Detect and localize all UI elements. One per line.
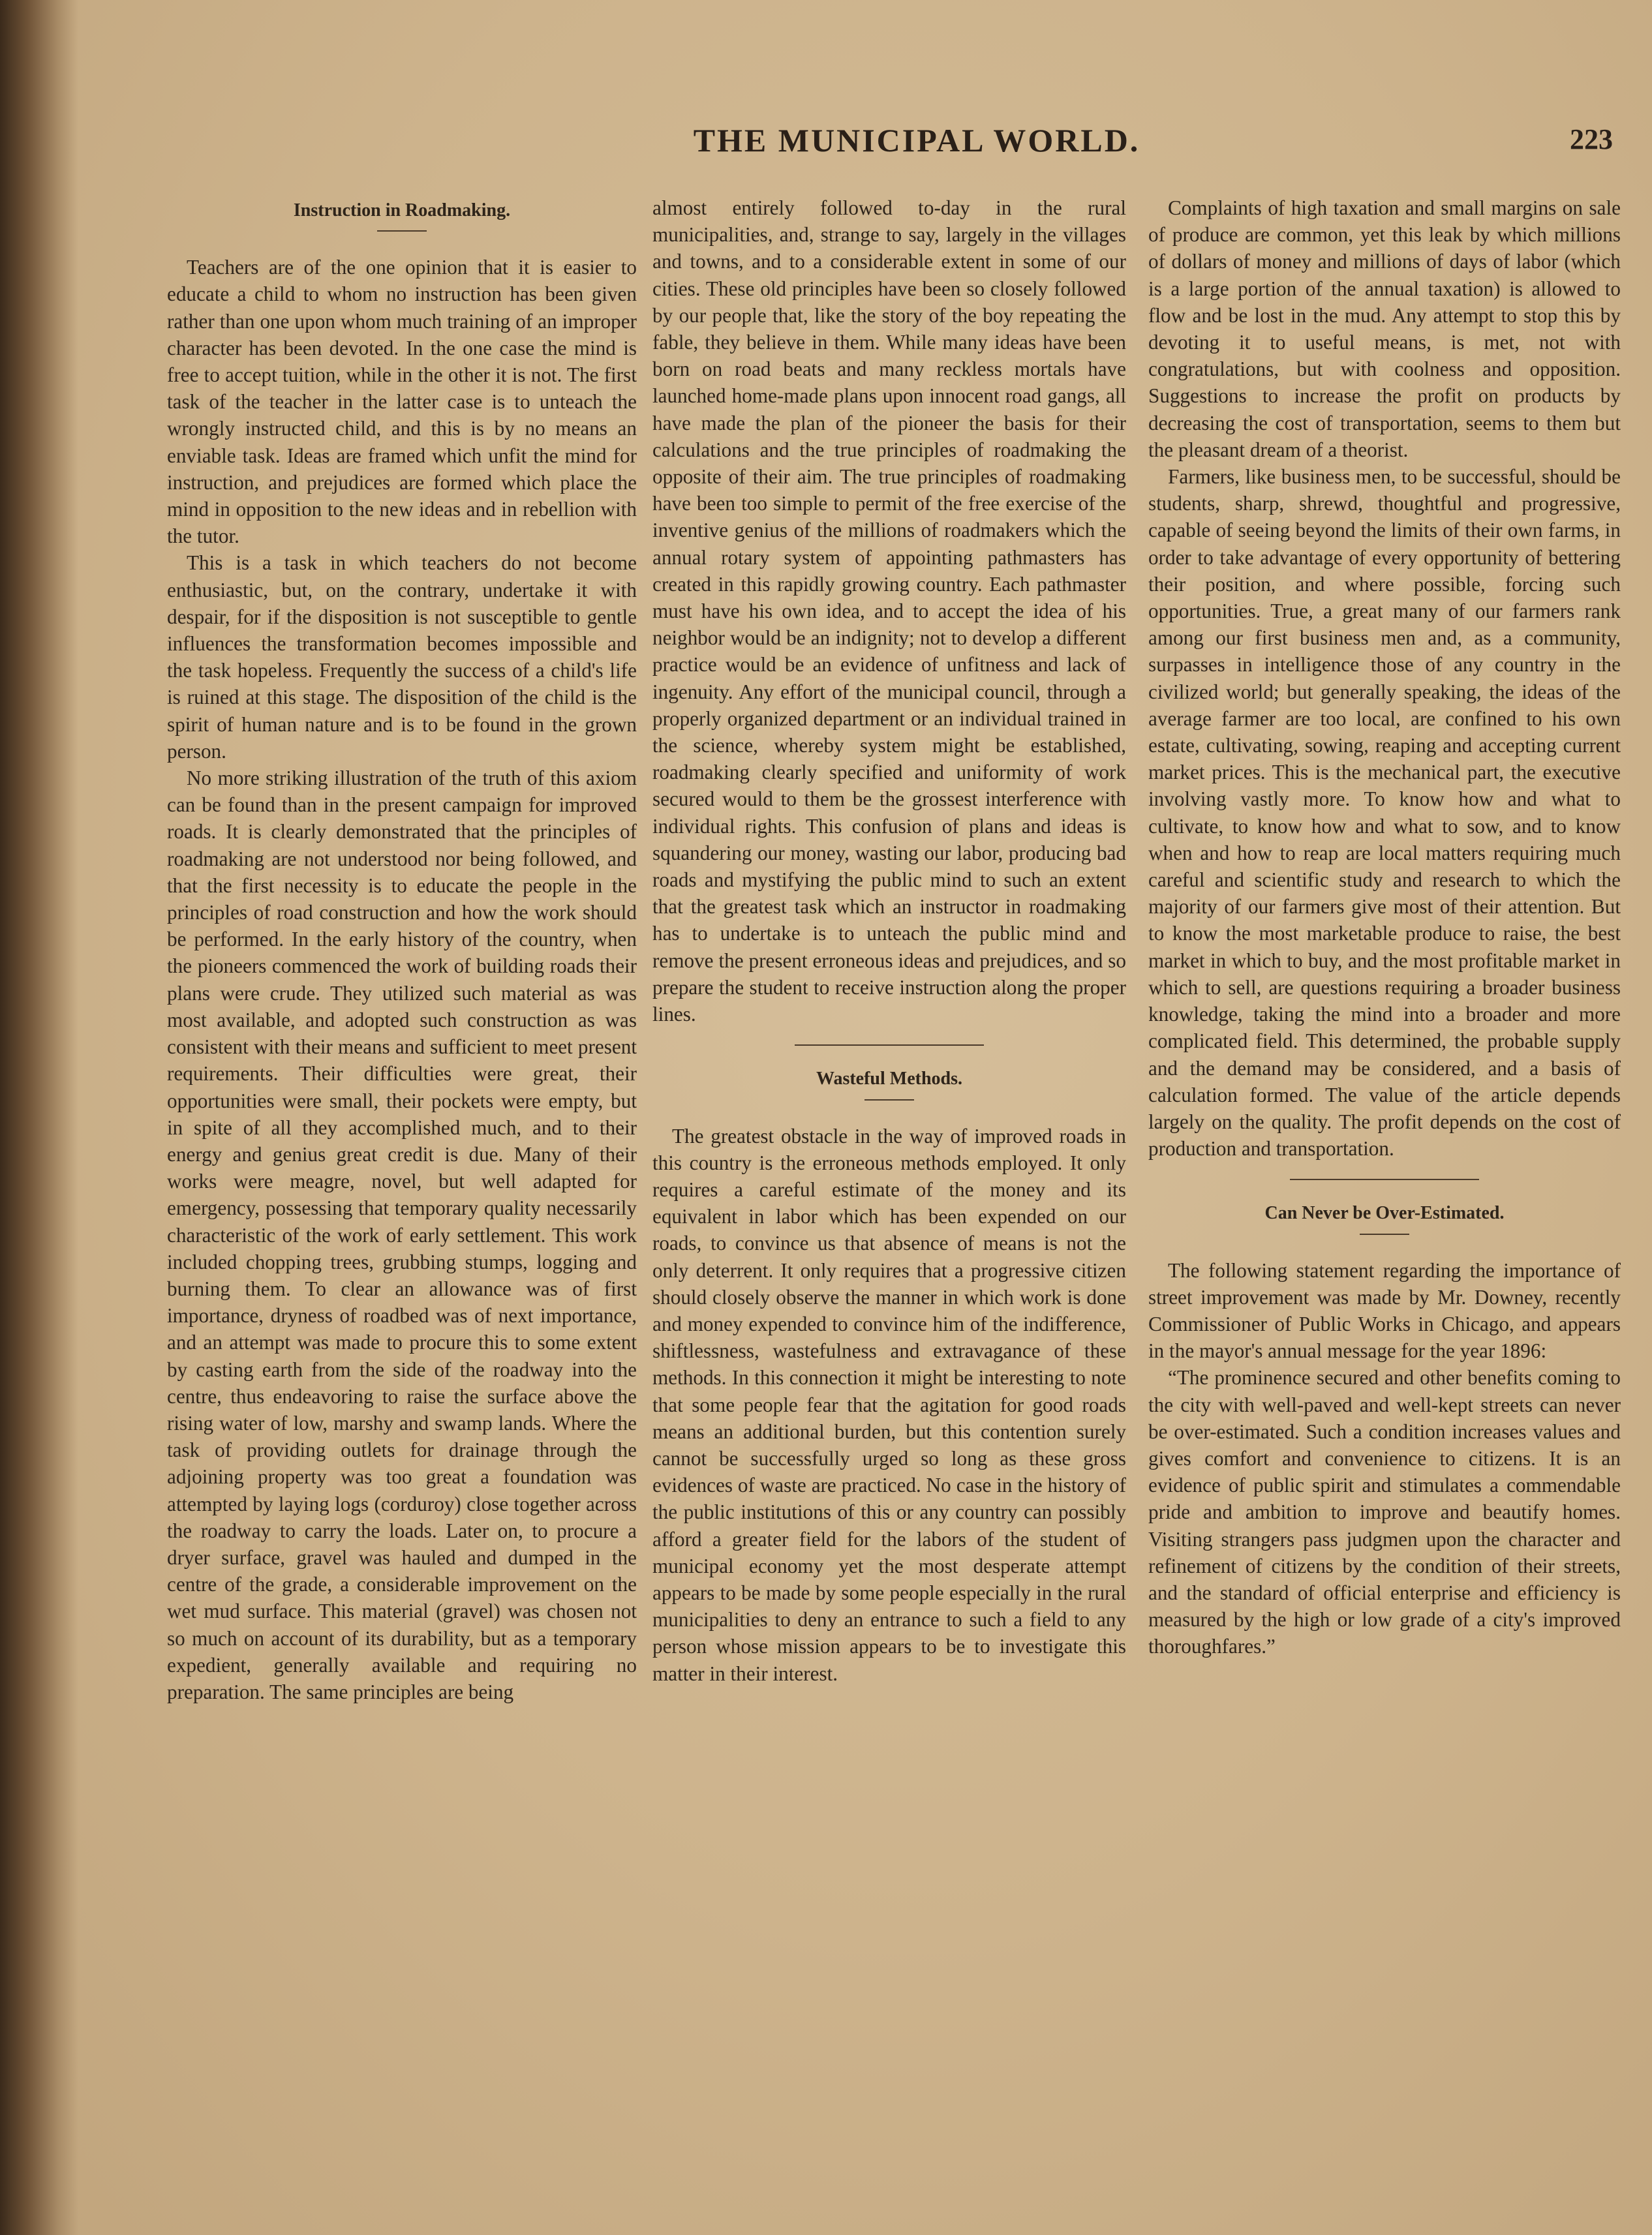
article-paragraph: The greatest obstacle in the way of improved roads in this country is the erroneous methods employed. It only requires a careful estimate of the money and its equivalent in labor which has been expended on our roads, to convince us that absence of means is not the only deterrent. It only requires that a progressive citizen should closely observe the manner in which work is done and money expended to convince him of the indifference, shiftlessness, wastefulness and extravagance of these methods. In this connection it might be interesting to note that some people fear that the agitation for good roads means an additional burden, but this contention surely cannot be successfully urged so long as these gross evidences of waste are practiced. No case in the history of the public institutions of this or any country can possibly afford a greater field for the labors of the student of municipal economy yet the most desperate attempt appears to be made by some people especially in the rural municipalities to deny an entrance to such a field to any person whose mission appears to be to investigate this matter in their interest. [652, 1124, 1126, 1685]
article-paragraph: The following statement regarding the importance of street improvement was made by Mr. Downey, recently Commissioner of Public Works in Chicago, and appears in the mayor's annual message for the year 1896: [1148, 1258, 1621, 1363]
article-paragraph: No more striking illustration of the truth of this axiom can be found than in the present campaign for improved roads. It is clearly demonstrated that the principles of roadmaking are not understood nor being followed, and that the first necessity is to educate the people in the principles of road construction and how the work should be performed. In the early history of the country, when the pioneers commenced the work of building roads their plans were crude. They utilized such material as was most available, and adopted such construction as was consistent with their means and sufficient to meet present requirements. Their difficulties were great, their opportunities were small, their pockets were empty, but in spite of all they accomplished much, and to their energy and genius great credit is due. Many of their works were meagre, novel, but well adapted for emergency, possessing that temporary quality necessarily characteristic of the work of early settlement. This work included chopping trees, grubbing stumps, logging and burning them. To clear an allowance was of first importance, dryness of roadbed was of next importance, and an attempt was made to procure this to some extent by casting earth from the side of the roadway into the centre, thus endeavoring to raise the surface above the rising water of low, marshy and swamp lands. Where the task of providing outlets for drainage through the adjoining property was too great a foundation was attempted by laying logs (corduroy) close together across the roadway to carry the loads. Later on, to procure a dryer surface, gravel was hauled and dumped in the centre of the grade, a considerable improvement on the wet mud surface. This material (gravel) was chosen not so much on account of its durability, but as a temporary expedient, generally available and requiring no preparation. The same principles are being [167, 767, 637, 1703]
article-title-wasteful-methods: Wasteful Methods. [816, 1069, 962, 1089]
article-paragraph-continued: almost entirely followed to-day in the rural municipalities, and, strange to say, largely in the villages and towns, and to a considerable extent in some of our cities. These old principles have been so closely followed by our people that, like the story of the boy repeating the fable, they believe in them. While many ideas have been born on road beats and many reckless mortals have launched home-made plans upon innocent road gangs, all have made the plan of the pioneer the basis for their calculations and the true principles of roadmaking the opposite of their aim. The true principles of roadmaking have been too simple to permit of the free exercise of the inventive genius of the millions of roadmakers which the annual rotary system of appointing pathmasters has created in this rapidly growing country. Each pathmaster must have his own idea, and to accept the idea of his neighbor would be an indignity; not to develop a different practice would be an evidence of unfitness and lack of ingenuity. Any effort of the municipal council, through a properly organized department or an individual trained in the science, whereby system might be established, roadmaking clearly specified and uniformity of work secured would to them be the grossest interference with individual rights. This confusion of plans and ideas is squandering our money, wasting our labor, producing bad roads and mystifying the public mind to such an extent that the greatest task which an instructor in roadmaking has to undertake is to unteach the public mind and remove the present erroneous ideas and prejudices, and so prepare the student to receive instruction along the proper lines. [652, 196, 1126, 1026]
article-paragraph: This is a task in which teachers do not become enthusiastic, but, on the contrary, undertake it with despair, for if the disposition is not susceptible to gentle influences the transformation becomes impossible and the task hopeless. Frequently the success of a child's life is ruined at this stage. The disposition of the child is the spirit of human nature and is to be found in the grown person. [167, 551, 637, 763]
page-number: 223 [1570, 123, 1613, 155]
section-divider [1290, 1179, 1479, 1180]
title-rule [864, 1099, 914, 1101]
article-title-instruction: Instruction in Roadmaking. [293, 200, 511, 220]
book-gutter-shadow [0, 0, 78, 2235]
column-1 [167, 194, 637, 2171]
article-title-over-estimated: Can Never be Over-Estimated. [1264, 1203, 1505, 1224]
title-rule [1360, 1234, 1409, 1235]
article-paragraph: Farmers, like business men, to be successful, should be students, sharp, shrewd, thoughtful and progressive, capable of seeing beyond the limits of their own farms, in order to take advantage of every opportunity of bettering their position, and where possible, forcing such opportunities. True, a great many of our farmers rank among our first business men and, as a community, surpasses in intelligence those of any country in the civilized world; but generally speaking, the ideas of the average farmer are too local, are confined to his own estate, cultivating, sowing, reaping and accepting current market prices. This is the mechanical part, the executive involving vastly more. To know how and what to cultivate, to know how and what to sow, and to know when and how to reap are local matters requiring much careful and scientific study and research to which the majority of our farmers give most of their attention. But to know the most marketable produce to raise, the best market in which to buy, and the most profitable market in which to sell, are questions requiring a broader business knowledge, taking the mind into a broader and more complicated field. This determined, the probable supply and the demand may be considered, and a basis of calculation formed. The value of the article depends largely on the quality. The profit depends on the cost of production and transportation. [1148, 465, 1621, 1161]
column-2 [652, 194, 1126, 2171]
article-quote: “The prominence secured and other benefits coming to the city with well-paved and well-kept streets can never be over-estimated. Such a condition increases values and gives comfort and convenience to citizens. It is an evidence of public spirit and stimulates a commendable pride and ambition to improve and beautify homes. Visiting strangers pass judgmen upon the character and refinement of citizens by the condition of their streets, and the standard of official enterprise and efficiency is measured by the high or low grade of a city's improved thoroughfares.” [1148, 1366, 1621, 1658]
article-paragraph: Complaints of high taxation and small margins on sale of produce are common, yet this leak by which millions of dollars of money and millions of days of labor (which is a large portion of the annual taxation) is allowed to flow and be lost in the mud. Any attempt to stop this by devoting it to useful means, is met, not with congratulations, but with coolness and opposition. Suggestions to increase the profit on products by decreasing the cost of transportation, seems to them but the pleasant dream of a theorist. [1148, 196, 1621, 461]
section-divider [795, 1044, 984, 1046]
article-paragraph: Teachers are of the one opinion that it is easier to educate a child to whom no instruction has been given rather than one upon whom much training of an improper character has been devoted. In the one case the mind is free to accept tuition, while in the other it is not. The first task of the teacher in the latter case is to unteach the wrongly instructed child, and this is by no means an enviable task. Ideas are framed which unfit the mind for instruction, and prejudices are formed which place the mind in opposition to the new ideas and in rebellion with the tutor. [167, 256, 637, 548]
title-rule [377, 230, 427, 232]
page-header-title: THE MUNICIPAL WORLD. [693, 122, 1140, 159]
column-3 [1148, 194, 1621, 2171]
